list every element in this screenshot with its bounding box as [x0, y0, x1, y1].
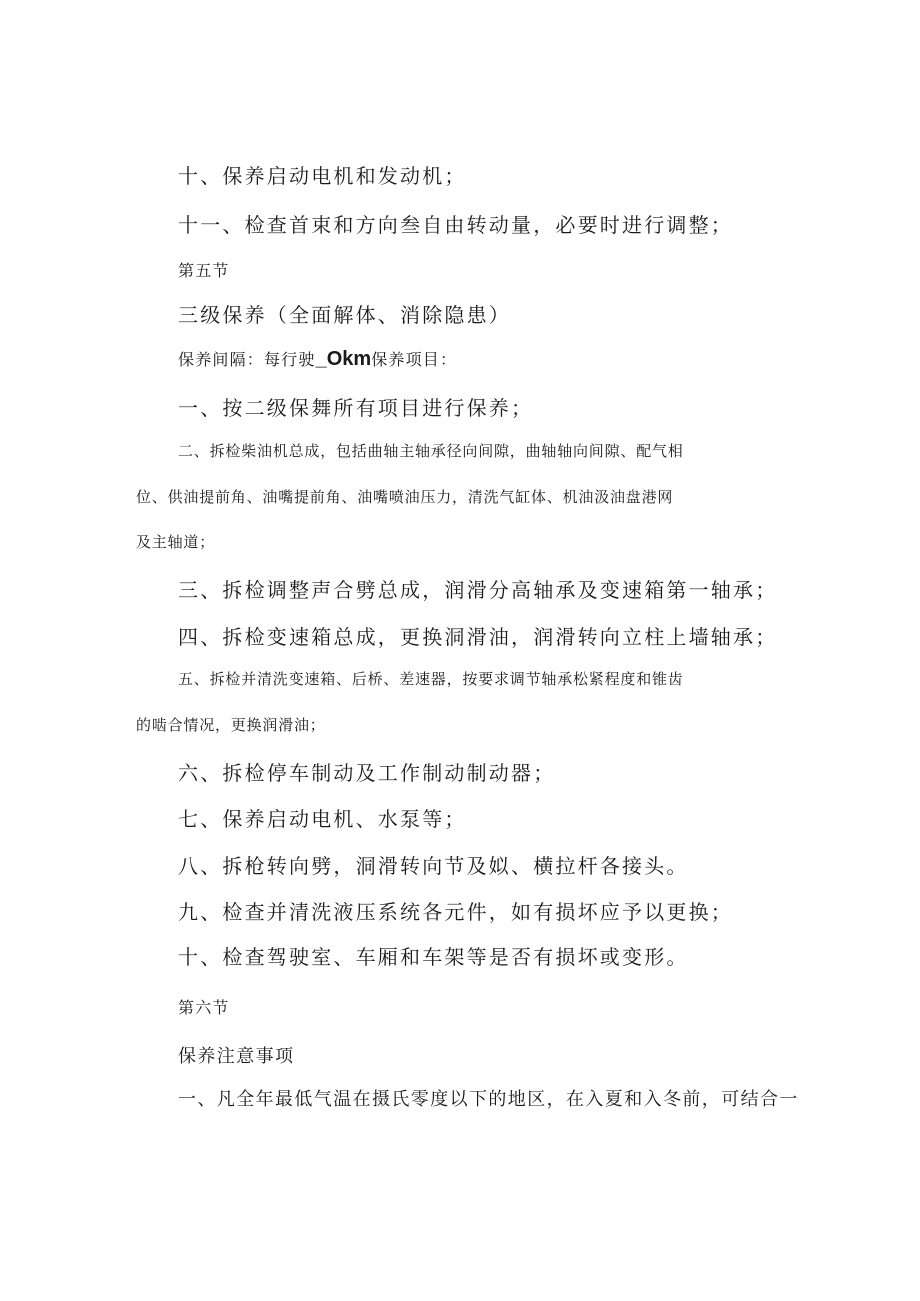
- text-line-item-10: 十、检查驾驶室、车厢和车架等是否有损坏或变形。: [178, 945, 689, 969]
- section-title-level3: 三级保养（全面解体、消除隐患）: [178, 303, 511, 327]
- interval-label: 保养间隔：每行驶: [178, 350, 316, 369]
- text-line-item-8: 八、拆枪转向劈，洞滑转向节及姒、横拉杆各接头。: [178, 854, 689, 878]
- text-line-item-1: 一、按二级保舞所有项目进行保养；: [178, 396, 534, 420]
- section-title-notes: 保养注意事项: [178, 1046, 295, 1067]
- text-line-interval: [178, 347, 457, 371]
- text-line-item-6: 六、拆检停车制动及工作制动制动器；: [178, 761, 556, 785]
- text-line-maintain-starter-engine: 十、保养启动电机和发动机；: [178, 164, 467, 188]
- text-line-note-1: 一、凡全年最低气温在摄氏零度以下的地区，在入夏和入冬前，可结合一: [178, 1089, 799, 1110]
- text-line-item-2b: 位、供油提前角、油嘴提前角、油嘴喷油压力，清洗气缸体、机油汲油盘港网: [136, 488, 674, 506]
- text-line-item-7: 七、保养启动电机、水泵等；: [178, 807, 467, 831]
- interval-value: _Okm: [315, 348, 372, 370]
- section-heading-5: 第五节: [178, 261, 230, 280]
- text-line-item-5b: 的啮合情况，更换润滑油；: [136, 716, 326, 734]
- text-line-item-5a: 五、拆检并清洗变速箱、后桥、差速器，按要求调节轴承松紧程度和锥齿: [178, 670, 684, 688]
- text-line-item-2c: 及主轴道；: [136, 533, 216, 551]
- text-line-item-9: 九、检查并清洗液压系统各元件，如有损坏应予以更换；: [178, 900, 733, 924]
- text-line-item-4: 四、拆检变速箱总成，更换洞滑油，润滑转向立柱上墙轴承；: [178, 625, 778, 649]
- text-line-item-3: 三、拆检调整声合劈总成，润滑分高轴承及变速箱第一轴承；: [178, 578, 778, 602]
- text-line-item-2a: 二、拆检柴油机总成，包括曲轴主轴承径向间隙，曲轴轴向间隙、配气相: [178, 442, 684, 460]
- section-heading-6: 第六节: [178, 998, 230, 1017]
- text-line-check-toe-in: 十一、检查首束和方向叁自由转动量，必要时进行调整；: [178, 213, 733, 237]
- items-label: 保养项目：: [371, 350, 458, 369]
